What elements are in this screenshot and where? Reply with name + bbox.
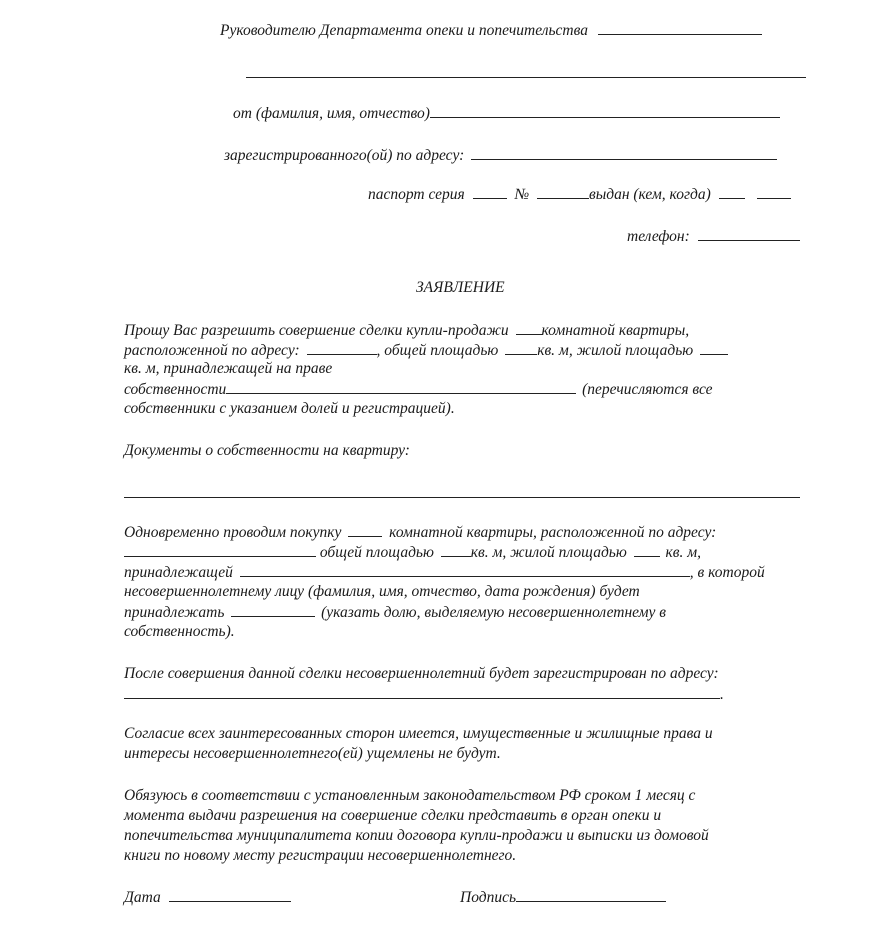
documents-blank-line	[124, 497, 800, 498]
header-from-line	[233, 103, 780, 124]
p2-line-3	[124, 562, 765, 583]
p2-line-2	[124, 542, 701, 563]
p2-l1b: комнатной квартиры, расположенной по адресу:	[389, 524, 717, 541]
header-registered-blank	[471, 145, 777, 160]
date-blank	[169, 887, 291, 902]
p2-share-blank	[231, 602, 315, 617]
passport-series-blank	[473, 184, 507, 199]
p2-l5b: (указать долю, выделяемую несовершеннолетнему в	[321, 604, 667, 621]
p2-l2c: кв. м,	[665, 544, 702, 561]
p1-l4a: собственности	[124, 381, 227, 398]
header-blank-line	[246, 77, 806, 78]
p1-line-5: собственники с указанием долей и регистрацией).	[124, 400, 455, 417]
p3-l2: .	[720, 686, 724, 703]
signature-line	[460, 887, 666, 908]
p2-area-blank	[441, 542, 471, 557]
passport-issued-blank-1	[719, 184, 745, 199]
p1-line-2	[124, 340, 728, 361]
p1-line-1	[124, 320, 689, 341]
header-to-label: Руководителю Департамента опеки и попечительства	[220, 22, 588, 39]
p2-line-6: собственность).	[124, 623, 235, 640]
p1-living-area-blank	[700, 340, 728, 355]
p2-line-5	[124, 602, 666, 623]
p2-address-blank	[124, 542, 316, 557]
p4-line-1: Согласие всех заинтересованных сторон имеется, имущественные и жилищные права и	[124, 725, 713, 742]
header-from-blank	[430, 103, 780, 118]
header-registered-line	[224, 145, 777, 166]
header-registered-label: зарегистрированного(ой) по адресу:	[224, 147, 465, 164]
passport-issued-label: выдан (кем, когда)	[589, 186, 711, 203]
passport-issued-blank-2	[757, 184, 791, 199]
p1-address-blank	[307, 340, 377, 355]
p2-line-4: несовершеннолетнему лицу (фамилия, имя, отчество, дата рождения) будет	[124, 583, 640, 600]
p2-owner-blank	[240, 562, 690, 577]
p1-l2b: , общей площадью	[376, 342, 499, 359]
signature-label: Подпись	[460, 889, 517, 906]
p1-l1b: комнатной квартиры,	[541, 322, 690, 339]
p2-l3b: , в которой	[689, 564, 765, 581]
date-label: Дата	[124, 889, 161, 906]
p1-line-3: кв. м, принадлежащей на праве	[124, 360, 333, 377]
header-passport-line	[368, 184, 791, 205]
p5-line-3: попечительства муниципалитета копии договора купли-продажи и выписки из домовой	[124, 827, 709, 844]
p1-owners-blank	[226, 379, 576, 394]
p1-area-blank	[505, 340, 537, 355]
passport-series-label: паспорт серия	[368, 186, 465, 203]
p2-living-area-blank	[634, 542, 660, 557]
p2-l3a: принадлежащей	[124, 564, 233, 581]
p4-line-2: интересы несовершеннолетнего(ей) ущемлены не будут.	[124, 745, 501, 762]
header-phone-line	[627, 226, 800, 247]
p2-l5a: принадлежать	[124, 604, 225, 621]
header-from-label: от (фамилия, имя, отчество)	[233, 105, 430, 122]
documents-label: Документы о собственности на квартиру:	[124, 442, 410, 459]
p2-l2b: кв. м, жилой площадью	[470, 544, 627, 561]
header-to-blank	[598, 20, 762, 35]
phone-blank	[698, 226, 800, 241]
p1-l1a: Прошу Вас разрешить совершение сделки купли-продажи	[124, 322, 509, 339]
phone-label: телефон:	[627, 228, 690, 245]
p1-line-4	[124, 379, 713, 400]
document-title: ЗАЯВЛЕНИЕ	[416, 279, 505, 296]
p5-line-2: момента выдачи разрешения на совершение сделки представить в орган опеки и	[124, 807, 662, 824]
p1-l2c: кв. м, жилой площадью	[537, 342, 694, 359]
p5-line-4: книги по новому месту регистрации несовершеннолетнего.	[124, 847, 517, 864]
p2-rooms-blank	[348, 522, 382, 537]
p1-l4b: (перечисляются все	[582, 381, 713, 398]
p3-line-2	[124, 684, 724, 705]
date-line	[124, 887, 291, 908]
header-to-line	[220, 20, 762, 41]
p2-l2a: общей площадью	[319, 544, 434, 561]
passport-num-label: №	[514, 186, 530, 203]
p2-l1a: Одновременно проводим покупку	[124, 524, 342, 541]
p1-l2a: расположенной по адресу:	[124, 342, 300, 359]
signature-blank	[516, 887, 666, 902]
p3-address-blank	[124, 684, 720, 699]
p5-line-1: Обязуюсь в соответствии с установленным законодательством РФ сроком 1 месяц с	[124, 787, 696, 804]
p3-line-1: После совершения данной сделки несовершеннолетний будет зарегистрирован по адресу:	[124, 665, 719, 682]
p2-line-1	[124, 522, 716, 543]
p1-rooms-blank	[516, 320, 542, 335]
passport-num-blank	[537, 184, 589, 199]
